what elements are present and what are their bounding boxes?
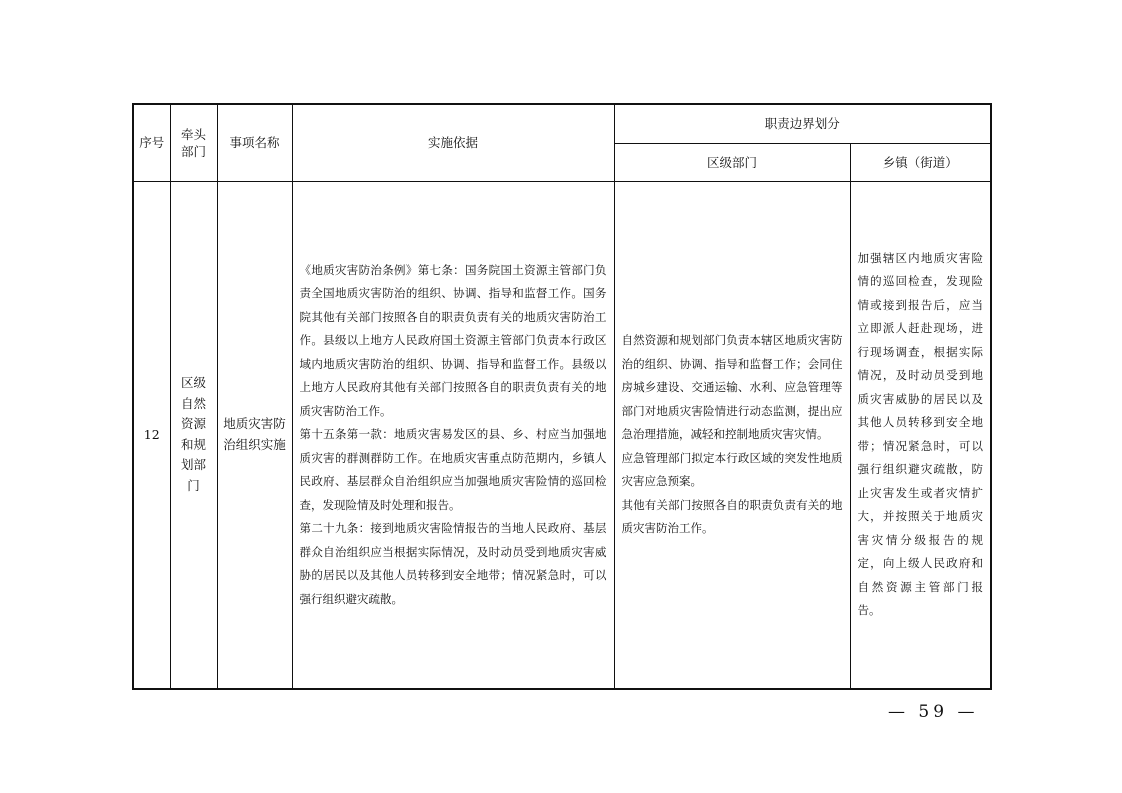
header-lead-dept bbox=[170, 104, 217, 181]
basis-paragraph: 第十五条第一款：地质灾害易发区的县、乡、村应当加强地质灾害的群测群防工作。在地质灾害重点防范期内，乡镇人民政府、基层群众自治组织应当加强地质灾害险情的巡回检查，发现险情及时处理和报告。 bbox=[299, 427, 607, 512]
header-lead-dept-line1: 牵头 bbox=[180, 126, 206, 142]
row-lead-dept-line: 资源 bbox=[180, 416, 206, 432]
header-lead-dept-line2: 部门 bbox=[180, 143, 206, 159]
row-basis bbox=[292, 181, 614, 689]
row-lead-dept-line: 区级 bbox=[180, 375, 206, 391]
row-lead-dept-line: 划部 bbox=[180, 457, 206, 473]
row-item-name-line: 治组织实施 bbox=[223, 436, 286, 452]
row-lead-dept bbox=[170, 181, 217, 689]
row-lead-dept-line: 和规 bbox=[180, 436, 206, 452]
row-district-duty bbox=[614, 181, 850, 689]
row-town-duty bbox=[850, 181, 991, 689]
header-town: 乡镇（街道） bbox=[850, 143, 991, 181]
header-seq: 序号 bbox=[133, 104, 170, 181]
responsibility-table bbox=[132, 103, 992, 690]
row-seq: 12 bbox=[133, 181, 170, 689]
row-item-name bbox=[217, 181, 292, 689]
district-paragraph: 自然资源和规划部门负责本辖区地质灾害防治的组织、协调、指导和监督工作；会同住房城乡建设、交通运输、水利、应急管理等部门对地质灾害险情进行动态监测，提出应急治理措施，减轻和控制地质灾害灾情。 bbox=[621, 333, 843, 441]
basis-paragraph: 第二十九条：接到地质灾害险情报告的当地人民政府、基层群众自治组织应当根据实际情况，及时动员受到地质灾害威胁的居民以及其他人员转移到安全地带；情况紧急时，可以强行组织避灾疏散。 bbox=[299, 521, 607, 606]
header-boundary: 职责边界划分 bbox=[614, 104, 991, 143]
district-paragraph: 其他有关部门按照各自的职责负责有关的地质灾害防治工作。 bbox=[621, 497, 843, 535]
page-number: — 59 — bbox=[888, 702, 979, 722]
basis-paragraph: 《地质灾害防治条例》第七条：国务院国土资源主管部门负责全国地质灾害防治的组织、协调、指导和监督工作。国务院其他有关部门按照各自的职责负责有关的地质灾害防治工作。县级以上地方人民政府国土资源主管部门负责本行政区域内地质灾害防治的组织、协调、指导和监督工作。县级以上地方人民政府其他有关部门按照各自的职责负责有关的地质灾害防治工作。 bbox=[299, 262, 607, 418]
district-paragraph: 应急管理部门拟定本行政区域的突发性地质灾害应急预案。 bbox=[621, 450, 843, 488]
header-district: 区级部门 bbox=[614, 143, 850, 181]
town-paragraph: 加强辖区内地质灾害险情的巡回检查，发现险情或接到报告后，应当立即派人赶赴现场，进行现场调查，根据实际情况，及时动员受到地质灾害威胁的居民以及其他人员转移到安全地带；情况紧急时，可以强行组织避灾疏散，防止灾害发生或者灾情扩大，并按照关于地质灾害灾情分级报告的规定，向上级人民政府和自然资源主管部门报告。 bbox=[857, 250, 984, 618]
header-item-name: 事项名称 bbox=[217, 104, 292, 181]
row-lead-dept-line: 自然 bbox=[180, 395, 206, 411]
row-item-name-line: 地质灾害防 bbox=[223, 416, 286, 432]
header-basis: 实施依据 bbox=[292, 104, 614, 181]
row-lead-dept-line: 门 bbox=[187, 477, 200, 493]
